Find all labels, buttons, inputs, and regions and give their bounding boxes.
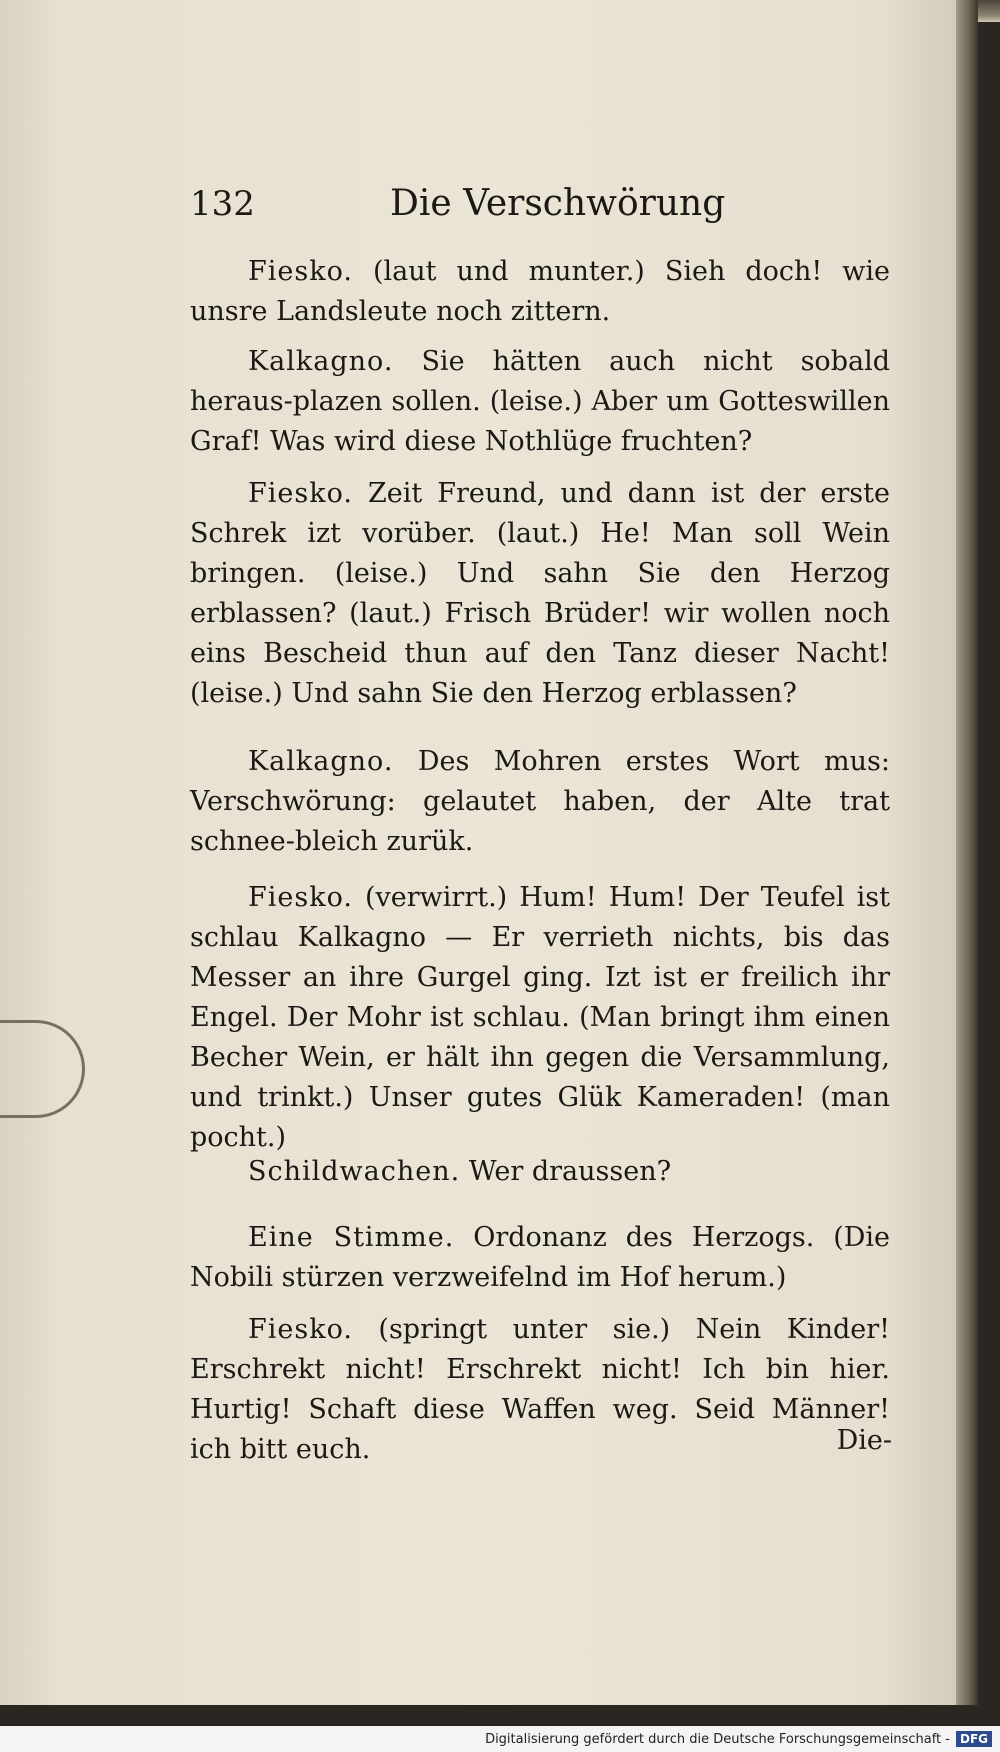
running-head: Die Verschwörung: [390, 183, 726, 224]
speaker: Kalkagno.: [248, 746, 394, 777]
paragraph-3: [190, 474, 890, 714]
paragraph-6: [190, 1152, 890, 1192]
paragraph-5: [190, 878, 890, 1158]
footer-credit: Digitalisierung gefördert durch die Deutsche Forschungsgemeinschaft -: [485, 1731, 950, 1747]
catchword: Die-: [836, 1425, 892, 1456]
speaker: Fiesko.: [248, 882, 353, 913]
page-header: [190, 184, 890, 224]
paragraph-text: Zeit Freund, und dann ist der erste Schrek izt vorüber. (laut.) He! Man soll Wein bringen. (leise.) Und sahn Sie den Herzog erblassen? (laut.) Frisch Brüder! wir wollen noch eins Bescheid thun auf den Tanz dieser Nacht! (leise.) Und sahn Sie den Herzog erblassen?: [190, 478, 890, 709]
paragraph-7: [190, 1218, 890, 1298]
paragraph-2: [190, 342, 890, 462]
paragraph-text: (laut und munter.) Sieh doch! wie unsre Landsleute noch zittern.: [190, 256, 890, 327]
right-page-edge: [956, 0, 978, 1705]
paragraph-text: (verwirrt.) Hum! Hum! Der Teufel ist schlau Kalkagno — Er verrieth nichts, bis das Messer an ihre Gurgel ging. Izt ist er freilich ihr Engel. Der Mohr ist schlau. (Man bringt ihm einen Becher Wein, er hält ihn gegen die Versammlung, und trinkt.) Unser gutes Glük Kameraden! (man pocht.): [190, 882, 890, 1153]
paragraph-text: Wer draussen?: [468, 1156, 672, 1187]
speaker: Fiesko.: [248, 478, 353, 509]
paragraph-text: Des Mohren erstes Wort mus: Verschwörung: gelautet haben, der Alte trat schnee-bleich zurük.: [190, 746, 890, 857]
speaker: Eine Stimme.: [248, 1222, 455, 1253]
speaker: Schildwachen.: [248, 1156, 461, 1187]
digitization-footer: [0, 1726, 1000, 1752]
dfg-logo: DFG: [956, 1731, 992, 1747]
speaker: Fiesko.: [248, 256, 353, 287]
paragraph-text: Ordonanz des Herzogs. (Die Nobili stürzen verzweifelnd im Hof herum.): [190, 1222, 890, 1293]
paragraph-text: Sie hätten auch nicht sobald heraus-plazen sollen. (leise.) Aber um Gotteswillen Graf! Was wird diese Nothlüge fruchten?: [190, 346, 890, 457]
speaker: Fiesko.: [248, 1314, 353, 1345]
page-number: 132: [190, 184, 255, 224]
paragraph-1: [190, 252, 890, 332]
paragraph-4: [190, 742, 890, 862]
paragraph-8: [190, 1310, 890, 1470]
paragraph-text: (springt unter sie.) Nein Kinder! Erschrekt nicht! Erschrekt nicht! Ich bin hier. Hurtig! Schaft diese Waffen weg. Seid Männer! ich bitt euch.: [190, 1314, 890, 1465]
speaker: Kalkagno.: [248, 346, 394, 377]
